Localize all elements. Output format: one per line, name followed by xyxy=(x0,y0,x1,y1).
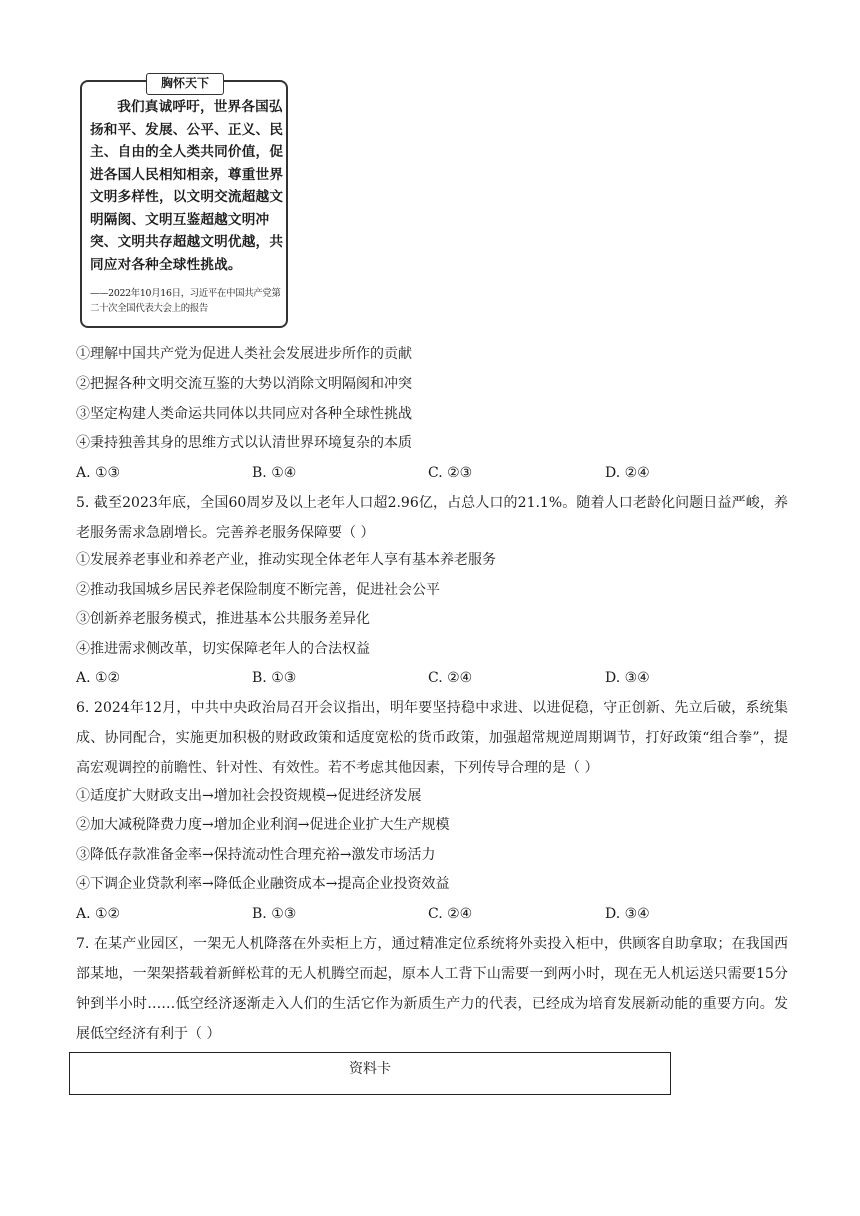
q6-stem: 6. 2024年12月，中共中央政治局召开会议指出，明年要坚持稳中求进、以进促稳，守正创新、先立后破，系统集成、协同配合，实施更加积极的财政政策和适度宽松的货币政策，加强超常规逆周期调节，打好政策“组合拳”，提高宏观调控的前瞻性、针对性、有效性。若不考虑其他因素，下列传导合理的是（ ） xyxy=(76,700,788,776)
q4-option-b[interactable]: B. ①④ xyxy=(252,465,297,481)
q6-statement-2: ②加大减税降费力度→增加企业利润→促进企业扩大生产规模 xyxy=(76,817,450,833)
q6-option-a[interactable]: A. ①② xyxy=(76,906,121,922)
q4-options xyxy=(76,463,796,483)
q6-options xyxy=(76,904,796,924)
q5-statement-1: ①发展养老事业和养老产业，推动实现全体老年人享有基本养老服务 xyxy=(76,552,496,568)
q5-option-a[interactable]: A. ①② xyxy=(76,670,121,686)
q6-statement-3: ③降低存款准备金率→保持流动性合理充裕→激发市场活力 xyxy=(76,847,436,863)
info-card-box xyxy=(69,1052,671,1095)
q4-option-c[interactable]: C. ②③ xyxy=(428,465,473,481)
q6-option-c[interactable]: C. ②④ xyxy=(428,906,473,922)
card-title: 胸怀天下 xyxy=(146,73,224,95)
card-body: 我们真诚呼吁，世界各国弘扬和平、发展、公平、正义、民主、自由的全人类共同价值，促进各国人民相知相亲，尊重世界文明多样性，以文明交流超越文明隔阂、文明互鉴超越文明冲突、文明共存超越文明优越，共同应对各种全球性挑战。 xyxy=(90,99,284,273)
q4-option-d[interactable]: D. ②④ xyxy=(605,465,650,481)
q4-option-a[interactable]: A. ①③ xyxy=(76,465,121,481)
q5-option-c[interactable]: C. ②④ xyxy=(428,670,473,686)
q4-statement-2: ②把握各种文明交流互鉴的大势以消除文明隔阂和冲突 xyxy=(76,376,412,392)
q4-statement-3: ③坚定构建人类命运共同体以共同应对各种全球性挑战 xyxy=(76,406,412,422)
quote-card xyxy=(80,76,288,328)
q4-statement-4: ④秉持独善其身的思维方式以认清世界环境复杂的本质 xyxy=(76,435,412,451)
q5-statement-2: ②推动我国城乡居民养老保险制度不断完善，促进社会公平 xyxy=(76,582,440,598)
q5-option-b[interactable]: B. ①③ xyxy=(252,670,297,686)
q5-statement-4: ④推进需求侧改革，切实保障老年人的合法权益 xyxy=(76,641,370,657)
q5-statement-3: ③创新养老服务模式，推进基本公共服务差异化 xyxy=(76,611,370,627)
q7-stem: 7. 在某产业园区，一架无人机降落在外卖柜上方，通过精准定位系统将外卖投入柜中，供顾客自助拿取；在我国西部某地，一架架搭载着新鲜松茸的无人机腾空而起，原本人工背下山需要一到两小时，现在无人机运送只需要15分钟到半小时……低空经济逐渐走入人们的生活它作为新质生产力的代表，已经成为培育发展新动能的重要方向。发展低空经济有利于（ ） xyxy=(76,936,788,1042)
q6-option-d[interactable]: D. ③④ xyxy=(605,906,650,922)
q5-options xyxy=(76,668,796,688)
q6-statement-1: ①适度扩大财政支出→增加社会投资规模→促进经济发展 xyxy=(76,788,422,804)
q5-option-d[interactable]: D. ③④ xyxy=(605,670,650,686)
q4-statement-1: ①理解中国共产党为促进人类社会发展进步所作的贡献 xyxy=(76,346,412,362)
q5-stem: 5. 截至2023年底，全国60周岁及以上老年人口超2.96亿，占总人口的21.1%。随着人口老龄化问题日益严峻，养老服务需求急剧增长。完善养老服务保障要（ ） xyxy=(76,495,788,541)
card-source: ——2022年10月16日，习近平在中国共产党第二十次全国代表大会上的报告 xyxy=(90,288,281,314)
q6-statement-4: ④下调企业贷款利率→降低企业融资成本→提高企业投资效益 xyxy=(76,876,450,892)
q6-option-b[interactable]: B. ①③ xyxy=(252,906,297,922)
info-card-label: 资料卡 xyxy=(349,1061,391,1077)
